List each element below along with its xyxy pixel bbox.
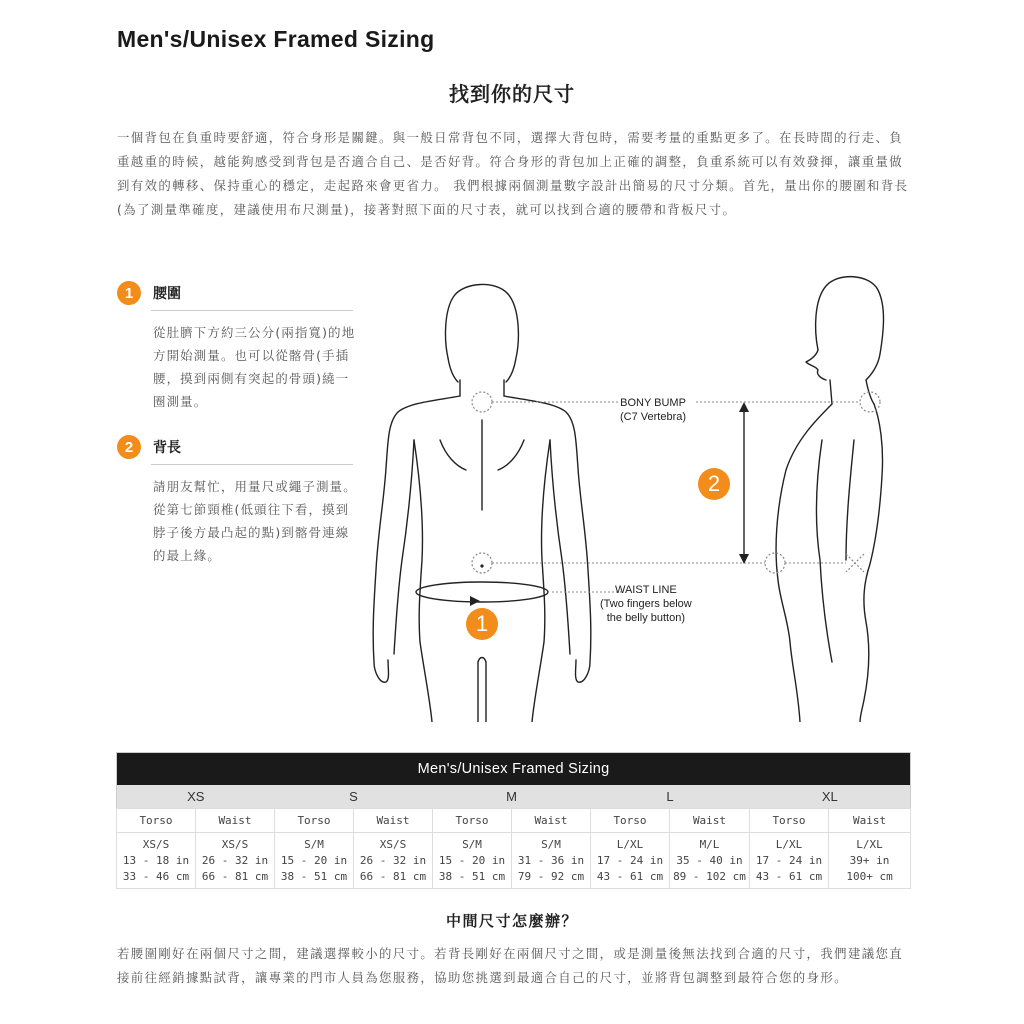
table-cell: S/M 15 - 20 in 38 - 51 cm <box>433 833 512 889</box>
column-header: Torso <box>433 809 512 833</box>
step-number-badge: 2 <box>117 435 141 459</box>
column-header-row <box>117 809 911 833</box>
column-header: Waist <box>829 809 911 833</box>
marker-1: 1 <box>466 608 498 640</box>
table-cell: L/XL 17 - 24 in 43 - 61 cm <box>750 833 829 889</box>
page-title: Men's/Unisex Framed Sizing <box>117 26 435 52</box>
divider <box>151 464 353 465</box>
step-title: 背長 <box>153 440 181 456</box>
intro-paragraph: 一個背包在負重時要舒適，符合身形是關鍵。與一般日常背包不同，選擇大背包時，需要考量的重點更多了。在長時間的行走、負重越重的時候，越能夠感受到背包是否適合自己、是否好背。符合身形的背包加上正確的調整，負重系統可以有效發揮，讓重量做到有效的轉移、保持重心的穩定，走起路來會更省力。 我們根據兩個測量數字設計出簡易的尺寸分類。首先，量出你的腰圍和背長(為了測量準確度，建議使用布尺測量)，接著對照下面的尺寸表，就可以找到合適的腰帶和背板尺寸。 <box>117 130 909 217</box>
size-table <box>116 752 911 889</box>
size-label: XL <box>750 785 911 809</box>
body-outline-drawing <box>370 270 910 722</box>
step-description: 請朋友幫忙，用量尺或繩子測量。從第七節頸椎(低頭往下看，摸到脖子後方最凸起的點)到髂骨連線的最上緣。 <box>153 479 357 563</box>
table-title: Men's/Unisex Framed Sizing <box>117 753 911 785</box>
table-cell: XS/S 26 - 32 in 66 - 81 cm <box>354 833 433 889</box>
table-cell: XS/S 26 - 32 in 66 - 81 cm <box>196 833 275 889</box>
question-answer: 若腰圍剛好在兩個尺寸之間，建議選擇較小的尺寸。若背長剛好在兩個尺寸之間，或是測量後無法找到合適的尺寸，我們建議您直接前往經銷據點試背，讓專業的門市人員為您服務，協助您挑選到最適合自己的尺寸，並將背包調整到最符合您的身形。 <box>117 946 904 985</box>
column-header: Waist <box>354 809 433 833</box>
step-title: 腰圍 <box>153 286 181 302</box>
divider <box>151 310 353 311</box>
column-header: Torso <box>750 809 829 833</box>
size-label: S <box>275 785 433 809</box>
size-label: M <box>433 785 591 809</box>
column-header: Torso <box>591 809 670 833</box>
size-header-row <box>117 785 911 809</box>
column-header: Waist <box>196 809 275 833</box>
bony-bump-label: BONY BUMP (C7 Vertebra) <box>620 397 687 423</box>
size-label: L <box>591 785 750 809</box>
step-torso <box>117 434 357 567</box>
step-description: 從肚臍下方約三公分(兩指寬)的地方開始測量。也可以從髂骨(手插腰，摸到兩側有突起的骨頭)繞一圈測量。 <box>153 325 356 409</box>
measurement-illustration <box>370 270 910 722</box>
marker-2: 2 <box>698 468 730 500</box>
column-header: Torso <box>117 809 196 833</box>
step-number-badge: 1 <box>117 281 141 305</box>
table-cell: S/M 15 - 20 in 38 - 51 cm <box>275 833 354 889</box>
table-cell: XS/S 13 - 18 in 33 - 46 cm <box>117 833 196 889</box>
table-cell: L/XL 17 - 24 in 43 - 61 cm <box>591 833 670 889</box>
column-header: Waist <box>512 809 591 833</box>
table-cell: M/L 35 - 40 in 89 - 102 cm <box>670 833 750 889</box>
table-cell: S/M 31 - 36 in 79 - 92 cm <box>512 833 591 889</box>
waist-line-label: WAIST LINE (Two fingers below the belly button) <box>600 584 692 624</box>
table-cell: L/XL 39+ in 100+ cm <box>829 833 911 889</box>
question-title: 中間尺寸怎麼辦？ <box>445 912 578 930</box>
size-label: XS <box>117 785 275 809</box>
step-waist <box>117 280 357 413</box>
column-header: Waist <box>670 809 750 833</box>
column-header: Torso <box>275 809 354 833</box>
section-title-find-size: 找到你的尺寸 <box>449 82 575 106</box>
table-row <box>117 833 911 889</box>
